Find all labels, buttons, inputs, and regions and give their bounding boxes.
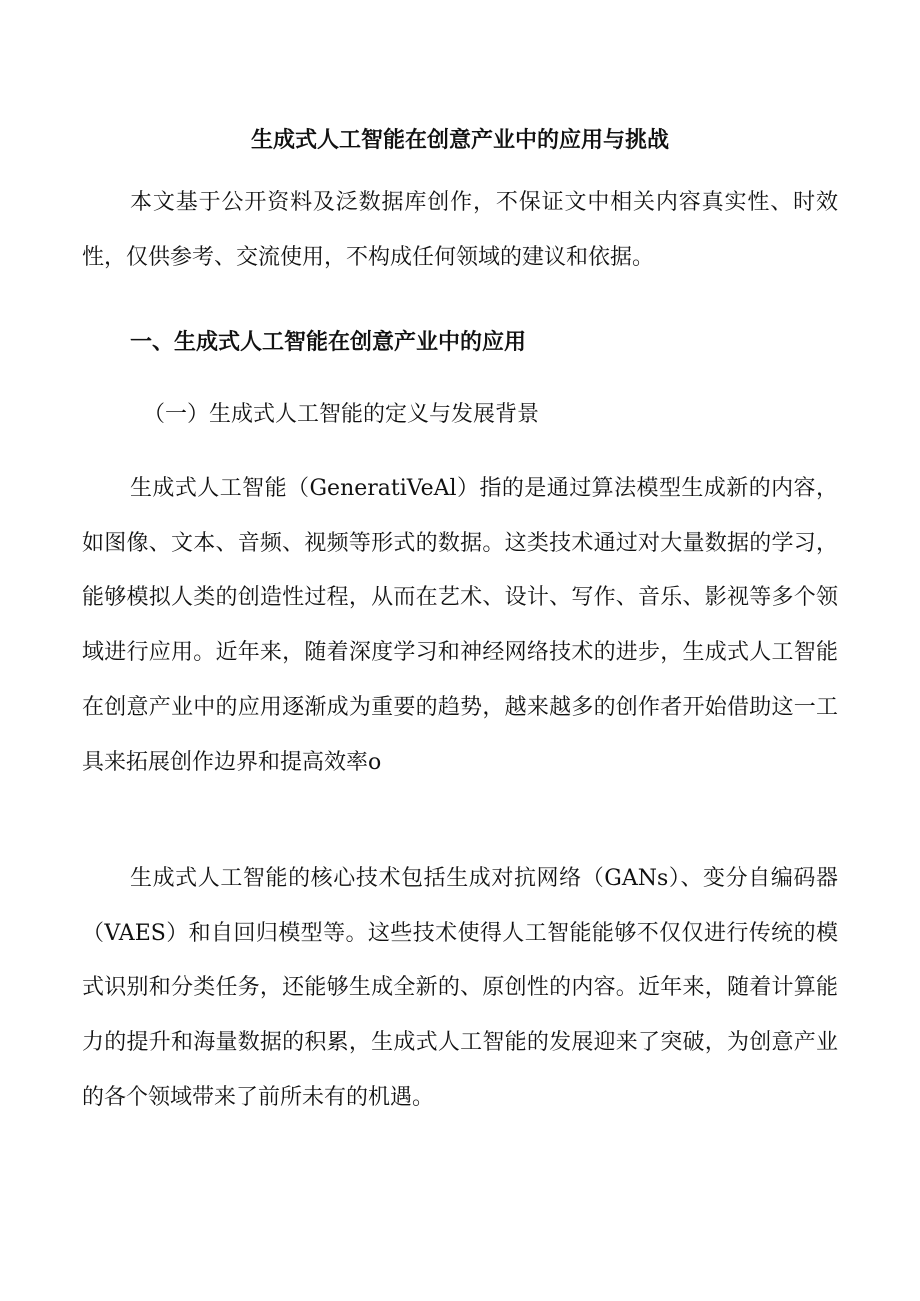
subsection-heading: （一）生成式人工智能的定义与发展背景 <box>143 402 540 427</box>
section-heading: 一、生成式人工智能在创意产业中的应用 <box>130 329 527 355</box>
disclaimer-paragraph: 本文基于公开资料及泛数据库创作，不保证文中相关内容真实性、时效性，仅供参考、交流使用，不构成任何领域的建议和依据。 <box>82 190 838 270</box>
document-title: 生成式人工智能在创意产业中的应用与挑战 <box>250 127 669 153</box>
body-paragraph-1: 生成式人工智能（GeneratiVeAl）指的是通过算法模型生成新的内容，如图像、文本、音频、视频等形式的数据。这类技术通过对大量数据的学习，能够模拟人类的创造性过程，从而在艺术、设计、写作、音乐、影视等多个领域进行应用。近年来，随着深度学习和神经网络技术的进步，生成式人工智能在创意产业中的应用逐渐成为重要的趋势，越来越多的创作者开始借助这一工具来拓展创作边界和提高效率o <box>82 476 838 775</box>
body-paragraph-2: 生成式人工智能的核心技术包括生成对抗网络（GANs）、变分自编码器（VAES）和自回归模型等。这些技术使得人工智能能够不仅仅进行传统的模式识别和分类任务，还能够生成全新的、原创性的内容。近年来，随着计算能力的提升和海量数据的积累，生成式人工智能的发展迎来了突破，为创意产业的各个领域带来了前所未有的机遇。 <box>82 866 838 1110</box>
